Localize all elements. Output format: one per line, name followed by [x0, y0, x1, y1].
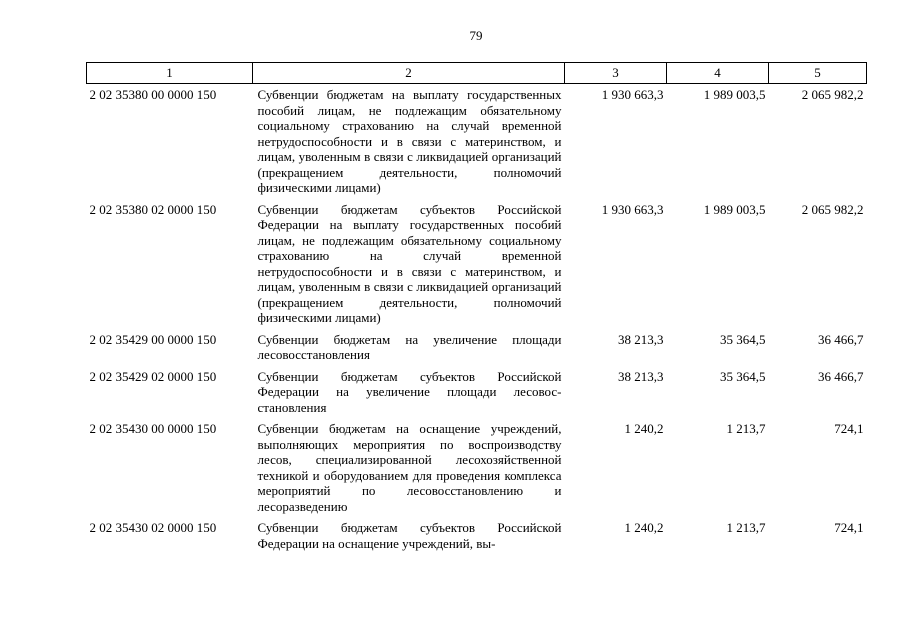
budget-code: 2 02 35380 02 0000 150 [89, 201, 217, 217]
table-row [87, 418, 867, 517]
amount-col-4: 1 989 003,5 [703, 201, 766, 217]
budget-code: 2 02 35430 02 0000 150 [89, 520, 217, 535]
budget-description: Субвенции бюджетам на выплату государственных пособий лицам, не подлежащим обязательному социальному страхованию на случай временной нетрудоспособности и в связи с материнством, и лицам, уволенным в связи с ликвидацией организаций (прекращением деятельности, полномочий физическими лицами) [257, 87, 562, 195]
budget-description: Субвенции бюджетам субъектов Российской Федерации на оснащение учреждений, вы- [257, 520, 562, 551]
header-col-5: 5 [769, 63, 867, 84]
amount-col-3: 1 930 663,3 [601, 201, 664, 217]
amount-col-3: 1 930 663,3 [601, 87, 664, 102]
budget-code: 2 02 35430 00 0000 150 [89, 421, 217, 436]
table-row [87, 366, 867, 419]
amount-col-4: 35 364,5 [720, 368, 766, 384]
amount-col-4: 1 213,7 [726, 520, 766, 535]
table-body [87, 84, 867, 555]
table-row [87, 329, 867, 366]
budget-code: 2 02 35429 02 0000 150 [89, 368, 217, 384]
table-row [87, 517, 867, 554]
header-row [87, 63, 867, 84]
amount-col-3: 1 240,2 [624, 520, 664, 535]
amount-col-3: 38 213,3 [618, 368, 664, 384]
table-row [87, 84, 867, 199]
amount-col-3: 38 213,3 [618, 331, 664, 347]
budget-code: 2 02 35380 00 0000 150 [89, 87, 217, 102]
header-col-4: 4 [667, 63, 769, 84]
table-header [87, 63, 867, 84]
header-col-3: 3 [565, 63, 667, 84]
budget-description: Субвенции бюджетам субъектов Российской Федерации на выплату государственных пособий лицам, не подлежащим обязательному социальному страхованию на случай временной нетрудоспособности и в связи с материнством, и лицам, уволенным в связи с ликвидацией организаций (прекращением деятельности, полномочий физическими лицами) [257, 201, 562, 325]
budget-description: Субвенции бюджетам на оснащение учреждений, выполняющих мероприятия по воспроизводству лесов, специализированной лесохозяйственной техникой и оборудованием для проведения комплекса мероприятий по лесовосстановлению и лесоразведению [257, 421, 562, 514]
budget-description: Субвенции бюджетам на увеличение площади лесовосстановления [257, 331, 562, 362]
amount-col-5: 36 466,7 [818, 368, 864, 384]
amount-col-5: 2 065 982,2 [801, 87, 864, 102]
amount-col-4: 1 213,7 [726, 421, 766, 436]
budget-table [86, 62, 867, 554]
amount-col-5: 36 466,7 [818, 331, 864, 347]
header-col-2: 2 [253, 63, 565, 84]
amount-col-5: 724,1 [834, 421, 864, 436]
header-col-1: 1 [87, 63, 253, 84]
amount-col-5: 2 065 982,2 [801, 201, 864, 217]
budget-code: 2 02 35429 00 0000 150 [89, 331, 217, 347]
budget-description: Субвенции бюджетам субъектов Российской Федерации на увеличение площади лесовосстановления [257, 368, 562, 415]
amount-col-3: 1 240,2 [624, 421, 664, 436]
table-row [87, 199, 867, 329]
amount-col-4: 35 364,5 [720, 331, 766, 347]
page-number: 79 [469, 28, 483, 43]
amount-col-4: 1 989 003,5 [703, 87, 766, 102]
amount-col-5: 724,1 [834, 520, 864, 535]
